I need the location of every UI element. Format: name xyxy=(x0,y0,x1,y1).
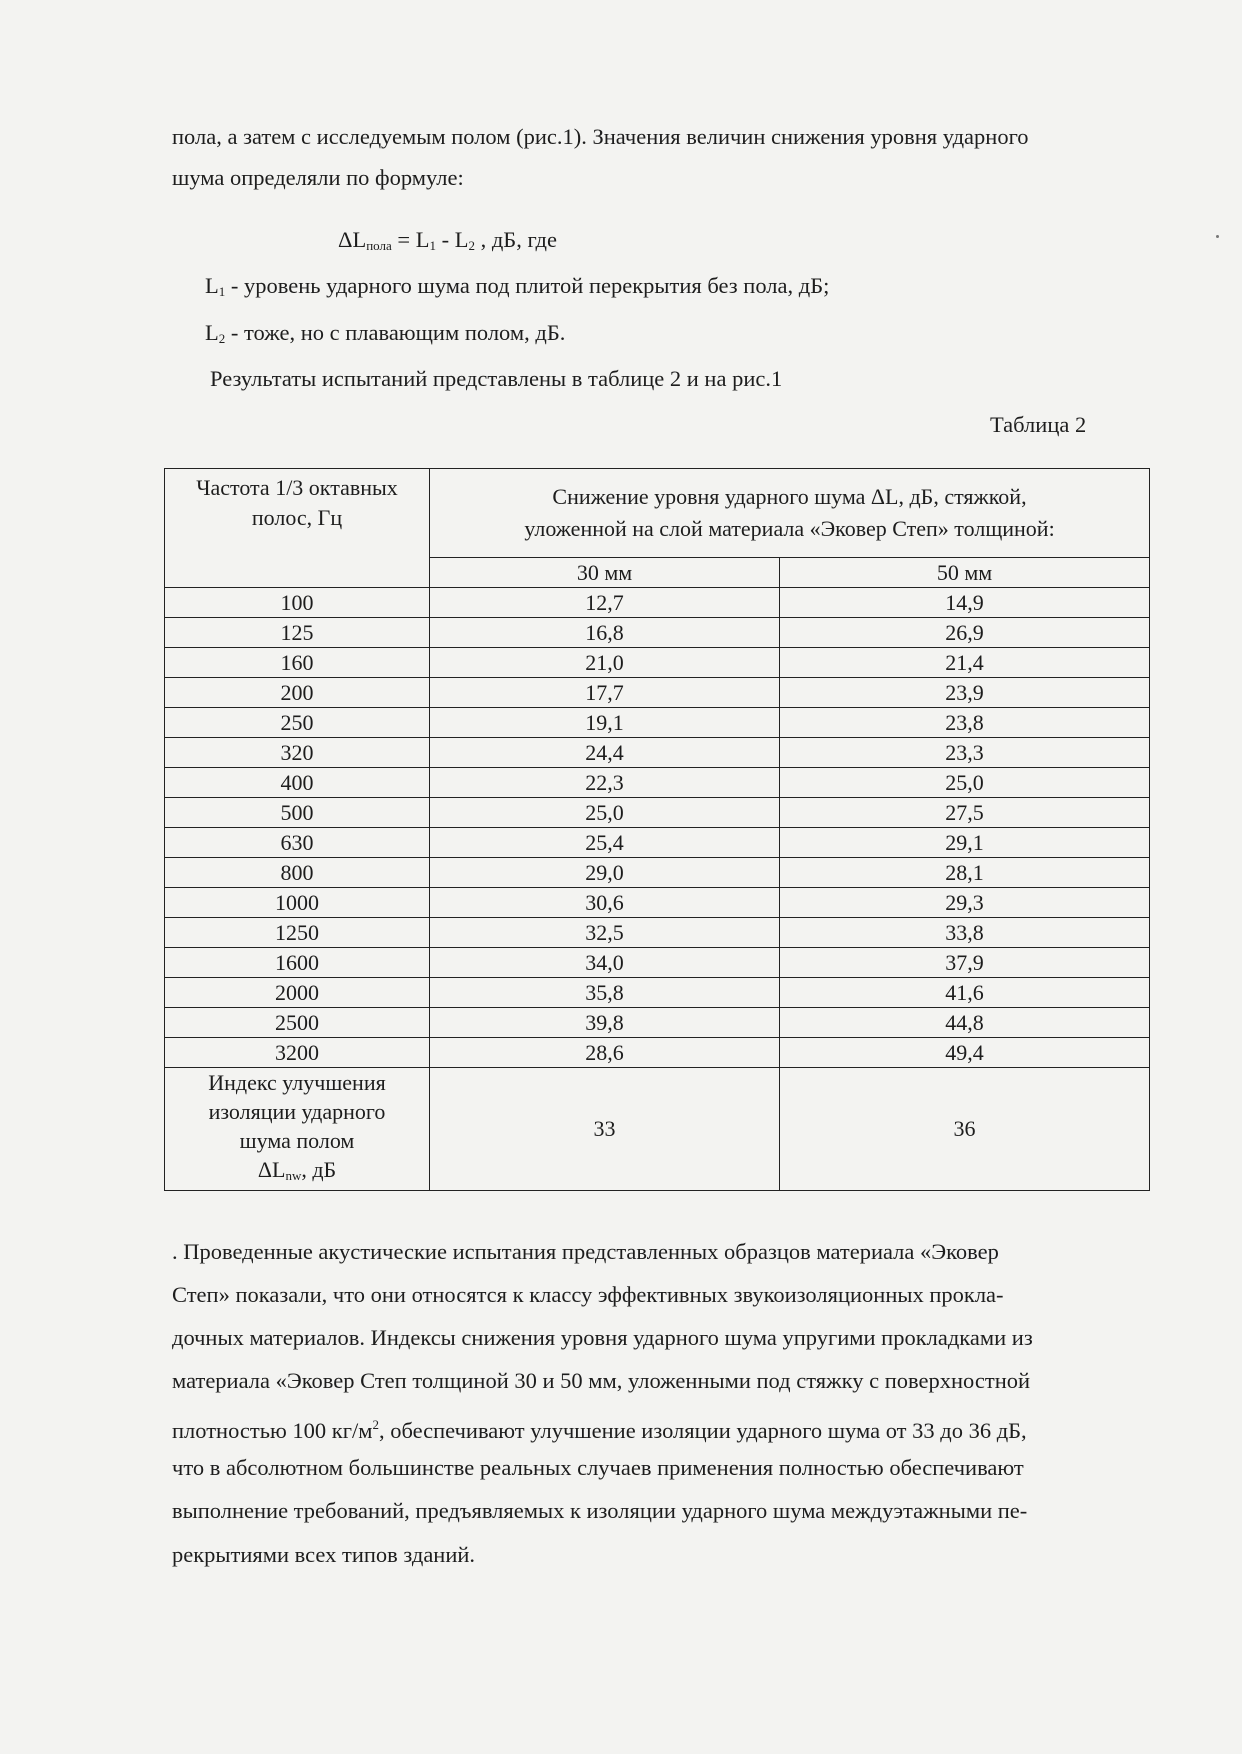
value-30mm-cell: 17,7 xyxy=(430,678,780,708)
header-reduction xyxy=(430,469,1150,558)
frequency-cell: 1600 xyxy=(165,948,430,978)
table-row xyxy=(165,858,1150,888)
value-50mm-cell: 23,8 xyxy=(780,708,1150,738)
value-50mm-cell: 37,9 xyxy=(780,948,1150,978)
frequency-cell: 400 xyxy=(165,768,430,798)
value-30mm-cell: 28,6 xyxy=(430,1038,780,1068)
table-row xyxy=(165,1038,1150,1068)
frequency-cell: 250 xyxy=(165,708,430,738)
table-row xyxy=(165,648,1150,678)
frequency-cell: 500 xyxy=(165,798,430,828)
value-50mm-cell: 49,4 xyxy=(780,1038,1150,1068)
value-50mm-cell: 23,9 xyxy=(780,678,1150,708)
conclusion-line-2: Степ» показали, что они относятся к классу эффективных звукоизоляционных прокла- xyxy=(172,1282,1004,1307)
conclusion-line-8: рекрытиями всех типов зданий. xyxy=(172,1542,476,1567)
value-50mm-cell: 41,6 xyxy=(780,978,1150,1008)
conclusion-line-1: . Проведенные акустические испытания представленных образцов материала «Эковер xyxy=(172,1239,999,1264)
results-table xyxy=(164,468,1150,1191)
value-30mm-cell: 19,1 xyxy=(430,708,780,738)
value-30mm-cell: 29,0 xyxy=(430,858,780,888)
table-row xyxy=(165,888,1150,918)
value-30mm-cell: 16,8 xyxy=(430,618,780,648)
value-50mm-cell: 14,9 xyxy=(780,588,1150,618)
frequency-cell: 800 xyxy=(165,858,430,888)
frequency-cell: 630 xyxy=(165,828,430,858)
scan-speck xyxy=(1216,235,1219,238)
table-row xyxy=(165,918,1150,948)
value-30mm-cell: 21,0 xyxy=(430,648,780,678)
value-30mm-cell: 35,8 xyxy=(430,978,780,1008)
conclusion-line-5: плотностью 100 $кг/м^2$, обеспечивают улучшение изоляции ударного шума от 33 до 36 дБ, xyxy=(172,1417,1027,1443)
intro-line-2: шума определяли по формуле: xyxy=(172,165,464,190)
value-30mm-cell: 30,6 xyxy=(430,888,780,918)
table-caption: Таблица 2 xyxy=(990,412,1087,437)
frequency-cell: 320 xyxy=(165,738,430,768)
formula: $\Delta L_{пола} = L_1 - L_2$ , дБ, где xyxy=(338,227,557,253)
frequency-cell: 2000 xyxy=(165,978,430,1008)
value-30mm-cell: 24,4 xyxy=(430,738,780,768)
table-row xyxy=(165,678,1150,708)
definition-l2: $L_2$ - тоже, но с плавающим полом, дБ. xyxy=(205,320,566,346)
table-row xyxy=(165,738,1150,768)
intro-line-1: пола, а затем с исследуемым полом (рис.1). Значения величин снижения уровня ударного xyxy=(172,124,1029,149)
frequency-cell: 1000 xyxy=(165,888,430,918)
value-50mm-cell: 29,1 xyxy=(780,828,1150,858)
value-50mm-cell: 28,1 xyxy=(780,858,1150,888)
value-30mm-cell: 12,7 xyxy=(430,588,780,618)
frequency-cell: 125 xyxy=(165,618,430,648)
table-row xyxy=(165,948,1150,978)
conclusion-line-7: выполнение требований, предъявляемых к изоляции ударного шума междуэтажными пе- xyxy=(172,1498,1028,1523)
value-30mm-cell: 22,3 xyxy=(430,768,780,798)
table-row xyxy=(165,978,1150,1008)
results-line: Результаты испытаний представлены в таблице 2 и на рис.1 xyxy=(210,366,783,391)
header-30mm: 30 мм xyxy=(430,558,780,588)
table-row xyxy=(165,588,1150,618)
value-50mm-cell: 44,8 xyxy=(780,1008,1150,1038)
value-50mm-cell: 27,5 xyxy=(780,798,1150,828)
value-30mm-cell: 25,4 xyxy=(430,828,780,858)
value-30mm-cell: 34,0 xyxy=(430,948,780,978)
conclusion-line-6: что в абсолютном большинстве реальных случаев применения полностью обеспечивают xyxy=(172,1455,1024,1480)
table-row xyxy=(165,798,1150,828)
index-value-30mm: 33 xyxy=(430,1068,780,1191)
header-reduction-line-1: Снижение уровня ударного шума ΔL, дБ, стяжкой, xyxy=(552,484,1027,509)
table-row xyxy=(165,618,1150,648)
frequency-cell: 200 xyxy=(165,678,430,708)
value-50mm-cell: 29,3 xyxy=(780,888,1150,918)
table-row xyxy=(165,1008,1150,1038)
frequency-cell: 2500 xyxy=(165,1008,430,1038)
value-50mm-cell: 25,0 xyxy=(780,768,1150,798)
value-50mm-cell: 33,8 xyxy=(780,918,1150,948)
conclusion-line-3: дочных материалов. Индексы снижения уровня ударного шума упругими прокладками из xyxy=(172,1325,1033,1350)
value-50mm-cell: 26,9 xyxy=(780,618,1150,648)
conclusion-line-4: материала «Эковер Степ толщиной 30 и 50 мм, уложенными под стяжку с поверхностной xyxy=(172,1368,1031,1393)
table-row xyxy=(165,708,1150,738)
header-reduction-line-2: уложенной на слой материала «Эковер Степ» толщиной: xyxy=(524,516,1055,541)
value-30mm-cell: 25,0 xyxy=(430,798,780,828)
definition-l1: $L_1$ - уровень ударного шума под плитой перекрытия без пола, дБ; xyxy=(205,273,830,299)
frequency-cell: 1250 xyxy=(165,918,430,948)
frequency-cell: 160 xyxy=(165,648,430,678)
table-row xyxy=(165,828,1150,858)
value-50mm-cell: 23,3 xyxy=(780,738,1150,768)
index-value-50mm: 36 xyxy=(780,1068,1150,1191)
header-50mm: 50 мм xyxy=(780,558,1150,588)
value-30mm-cell: 39,8 xyxy=(430,1008,780,1038)
frequency-cell: 100 xyxy=(165,588,430,618)
value-30mm-cell: 32,5 xyxy=(430,918,780,948)
frequency-cell: 3200 xyxy=(165,1038,430,1068)
value-50mm-cell: 21,4 xyxy=(780,648,1150,678)
table-row xyxy=(165,768,1150,798)
index-label: Индекс улучшения изоляции ударного шума полом $\Delta L_{nw}$, дБ xyxy=(165,1068,430,1191)
header-frequency: Частота 1/3 октавных полос, Гц xyxy=(165,469,430,588)
